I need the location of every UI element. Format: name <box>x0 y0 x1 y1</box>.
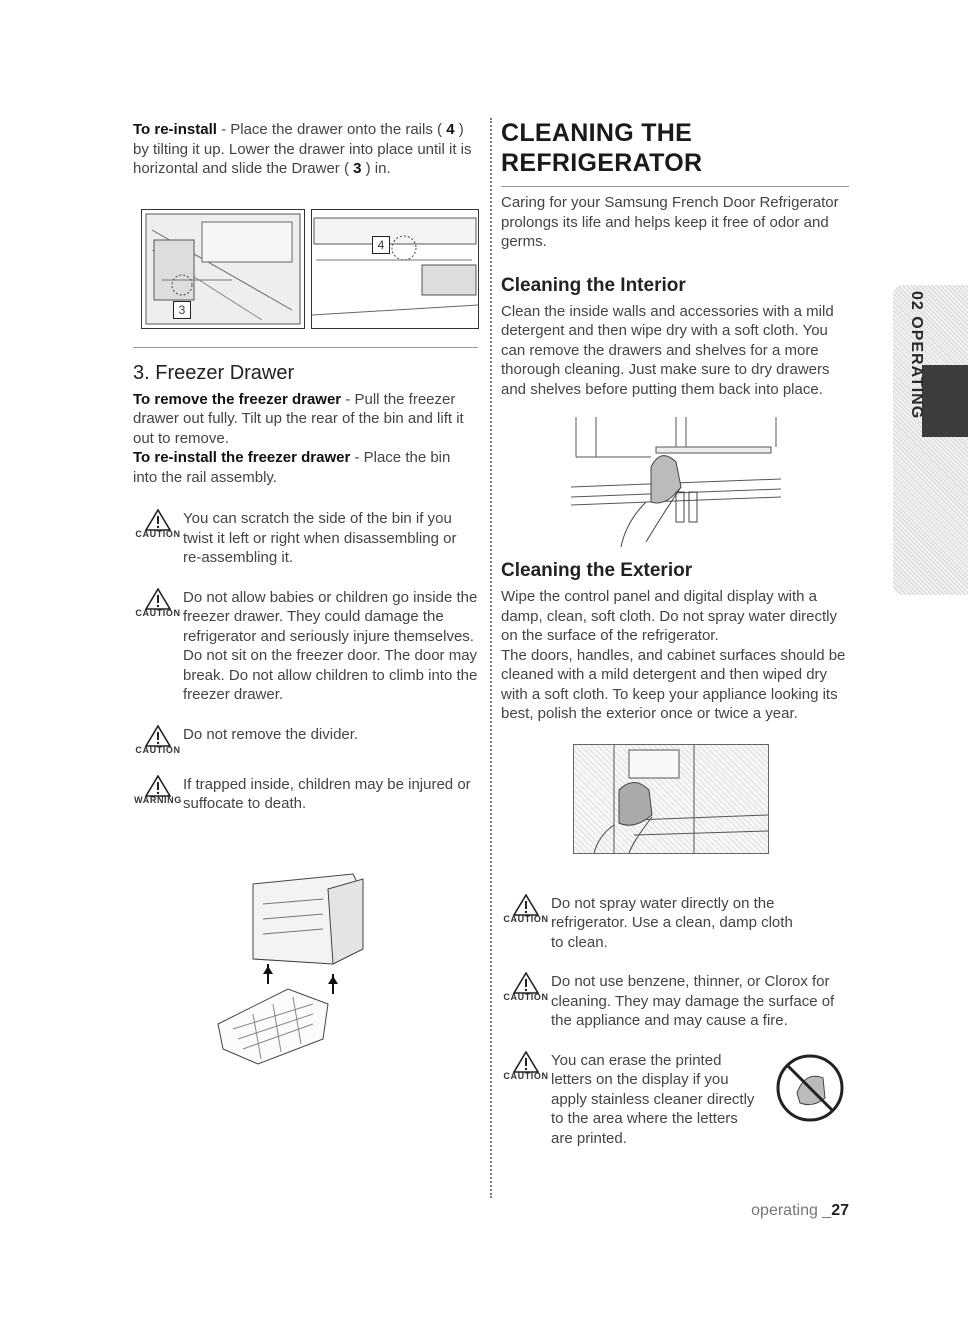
caution-text: Do not remove the divider. <box>183 725 359 743</box>
caution-badge <box>501 894 551 924</box>
interior-text: Clean the inside walls and accessories with a mild detergent and then wipe dry with a soft cloth. You can remove the drawers and shelves for a more thorough cleaning. Just make sure to dry drawers and shelves before putting them back into place. <box>501 302 834 398</box>
freezer-drawer-title: 3. Freezer Drawer <box>133 361 295 384</box>
rail-number: 4 <box>446 121 455 138</box>
reinstall2-paragraph <box>133 448 478 487</box>
side-tab-marker <box>922 365 968 437</box>
interior-illustration <box>571 417 781 547</box>
warning-badge <box>133 775 183 805</box>
caution-note <box>501 894 849 953</box>
remove-text: - Pull the freezer drawer out fully. Tilt up the rear of the bin and lift it out to remove. <box>133 390 464 447</box>
reinstall-text-c: ) in. <box>361 160 391 177</box>
exterior-illustration <box>573 744 769 854</box>
page-footer <box>751 1202 849 1220</box>
drawer-rail-figure <box>141 209 477 329</box>
exterior-title: Cleaning the Exterior <box>501 560 693 581</box>
reinstall-label: To re-install <box>133 121 217 138</box>
remove-paragraph <box>133 390 478 449</box>
title-rule <box>501 186 849 187</box>
caution-triangle-icon <box>145 725 171 747</box>
caution-note <box>501 972 849 1031</box>
caution-label: CAUTION <box>135 529 181 539</box>
cleaning-title: CLEANING THE REFRIGERATOR <box>501 119 703 177</box>
caution-note <box>133 725 478 755</box>
caution-triangle-icon <box>145 509 171 531</box>
caution-badge <box>133 509 183 539</box>
callout-3: 3 <box>173 301 191 319</box>
caution-text: Do not allow babies or children go inside the freezer drawer. They could damage the refrigerator and seriously injure themselves. Do not sit on the freezer door. The door may break. Do not allow children to climb into the freezer drawer. <box>183 588 478 703</box>
exterior-text-1: Wipe the control panel and digital display with a damp, clean, soft cloth. Do not spray water directly on the surface of the refrigerator. <box>501 588 837 644</box>
no-cleaner-icon <box>775 1053 845 1123</box>
section-divider <box>133 347 478 348</box>
left-column <box>133 120 478 1074</box>
caution-label: CAUTION <box>135 744 181 755</box>
caution-note <box>501 1051 849 1149</box>
caution-label: CAUTION <box>503 913 549 924</box>
caution-text: Do not spray water directly on the refrigerator. Use a clean, damp cloth to clean. <box>551 894 793 951</box>
warning-text: If trapped inside, children may be injured or suffocate to death. <box>183 775 471 812</box>
caution-triangle-icon <box>145 588 171 610</box>
reinstall-text-a: - Place the drawer onto the rails ( <box>216 121 447 138</box>
caution-badge <box>501 1051 551 1081</box>
reinstall2-text: - Place the bin into the rail assembly. <box>133 449 451 486</box>
side-tab-label: 02 OPERATING <box>908 291 925 420</box>
caution-triangle-icon <box>513 894 539 916</box>
cleaning-intro: Caring for your Samsung French Door Refrigerator prolongs its life and helps keep it free of odor and germs. <box>501 194 839 250</box>
caution-badge <box>133 725 183 755</box>
caution-badge <box>501 972 551 1002</box>
callout-4: 4 <box>372 236 390 254</box>
column-divider <box>490 118 492 1198</box>
caution-label: CAUTION <box>503 1070 549 1081</box>
warning-note <box>133 775 478 814</box>
warning-label: WARNING <box>134 794 182 805</box>
caution-triangle-icon <box>513 972 539 994</box>
page-number: 27 <box>831 1202 849 1219</box>
caution-text: You can scratch the side of the bin if you twist it left or right when disassembling or re-assembling it. <box>183 510 457 566</box>
right-column <box>501 118 849 1148</box>
caution-label: CAUTION <box>503 992 549 1002</box>
reinstall2-label: To re-install the freezer drawer <box>133 449 351 466</box>
warning-triangle-icon <box>145 775 171 797</box>
drawer-illustration-right <box>311 209 479 329</box>
remove-label: To remove the freezer drawer <box>133 390 342 408</box>
interior-title: Cleaning the Interior <box>501 274 686 296</box>
reinstall-paragraph <box>133 120 478 179</box>
section-side-tab <box>893 285 968 595</box>
caution-badge <box>133 588 183 618</box>
caution-note <box>133 509 478 568</box>
footer-section-name: operating _ <box>751 1202 832 1219</box>
drawer-number: 3 <box>353 160 362 177</box>
exterior-text-2: The doors, handles, and cabinet surfaces should be cleaned with a mild detergent and then wiped dry with a soft cloth. To keep your appliance looking its best, polish the exterior once or twice a year. <box>501 646 846 722</box>
caution-label: CAUTION <box>135 607 181 618</box>
reinstall-text-b: ) by tilting it up. Lower the drawer into place until it is horizontal and slide the Drawer ( <box>133 121 472 177</box>
freezer-drawer-illustration <box>213 864 373 1074</box>
caution-triangle-icon <box>513 1051 539 1073</box>
caution-text: Do not use benzene, thinner, or Clorox for cleaning. They may damage the surface of the appliance and may cause a fire. <box>551 973 835 1029</box>
drawer-illustration-left <box>141 209 305 329</box>
caution-text: You can erase the printed letters on the display if you apply stainless cleaner directly to the area where the letters are printed. <box>551 1051 755 1147</box>
caution-note <box>133 588 478 705</box>
